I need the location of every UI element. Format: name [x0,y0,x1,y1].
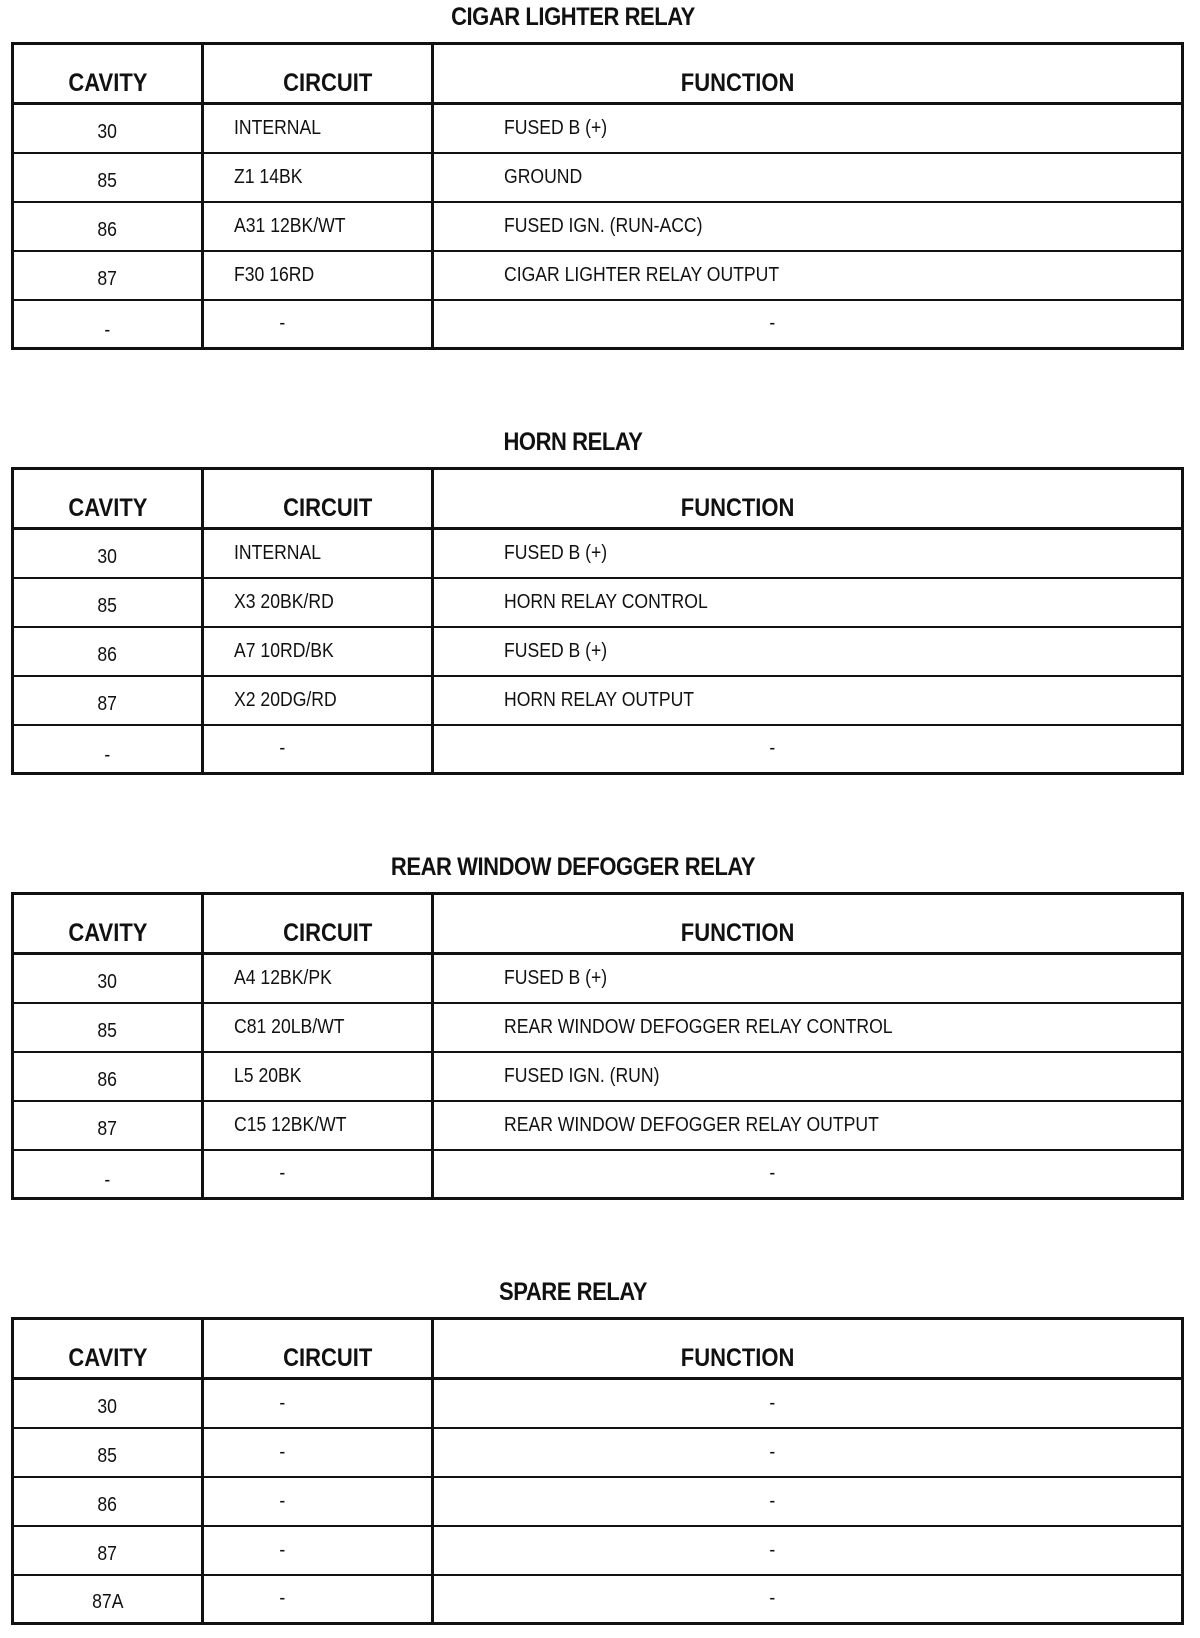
function-cell: - [433,1150,1183,1199]
cavity-cell: 87A [13,1575,203,1624]
relay-table [11,42,1184,350]
cavity-cell: 87 [13,1101,203,1150]
header-circuit: CIRCUIT [203,44,433,104]
table-row [13,676,1183,725]
function-cell: FUSED B (+) [433,627,1183,676]
header-cavity: CAVITY [13,894,203,954]
cavity-cell: 85 [13,153,203,202]
circuit-cell: - [203,1428,433,1477]
function-cell: HORN RELAY CONTROL [433,578,1183,627]
table-row [13,725,1183,774]
table-row [13,1052,1183,1101]
circuit-cell: A31 12BK/WT [203,202,433,251]
cavity-cell: 86 [13,1477,203,1526]
circuit-cell: C15 12BK/WT [203,1101,433,1150]
header-circuit: CIRCUIT [203,469,433,529]
header-cavity: CAVITY [13,44,203,104]
table-row [13,627,1183,676]
function-cell: - [433,1379,1183,1428]
table-row [13,1150,1183,1199]
circuit-cell: INTERNAL [203,529,433,578]
function-cell: REAR WINDOW DEFOGGER RELAY CONTROL [433,1003,1183,1052]
relay-table [11,892,1184,1200]
header-function: FUNCTION [433,1319,1183,1379]
cavity-cell: 30 [13,529,203,578]
function-cell: FUSED IGN. (RUN) [433,1052,1183,1101]
circuit-cell: - [203,1526,433,1575]
table-row [13,529,1183,578]
section-title: HORN RELAY [503,428,643,456]
header-function: FUNCTION [433,469,1183,529]
circuit-cell: - [203,1575,433,1624]
cavity-cell: 87 [13,1526,203,1575]
cavity-cell: - [13,725,203,774]
table-row [13,1575,1183,1624]
function-cell: - [433,1526,1183,1575]
cavity-cell: 87 [13,251,203,300]
table-row [13,1526,1183,1575]
table-row [13,153,1183,202]
section-title: REAR WINDOW DEFOGGER RELAY [390,853,756,881]
function-cell: FUSED B (+) [433,529,1183,578]
cavity-cell: - [13,1150,203,1199]
circuit-cell: X3 20BK/RD [203,578,433,627]
table-row [13,1428,1183,1477]
cavity-cell: 30 [13,104,203,153]
section-title: SPARE RELAY [498,1278,647,1306]
function-cell: FUSED IGN. (RUN-ACC) [433,202,1183,251]
cavity-cell: - [13,300,203,349]
circuit-cell: - [203,1379,433,1428]
cavity-cell: 87 [13,676,203,725]
function-cell: - [433,300,1183,349]
section-title: CIGAR LIGHTER RELAY [451,3,695,31]
table-row [13,202,1183,251]
table-row [13,1101,1183,1150]
cavity-cell: 85 [13,1003,203,1052]
table-row [13,954,1183,1003]
table-row [13,1477,1183,1526]
circuit-cell: F30 16RD [203,251,433,300]
function-cell: - [433,1575,1183,1624]
header-function: FUNCTION [433,894,1183,954]
function-cell: GROUND [433,153,1183,202]
function-cell: FUSED B (+) [433,954,1183,1003]
table-row [13,1379,1183,1428]
function-cell: REAR WINDOW DEFOGGER RELAY OUTPUT [433,1101,1183,1150]
header-circuit: CIRCUIT [203,1319,433,1379]
header-circuit: CIRCUIT [203,894,433,954]
cavity-cell: 86 [13,202,203,251]
circuit-cell: Z1 14BK [203,153,433,202]
table-header-row [13,894,1183,954]
circuit-cell: - [203,1477,433,1526]
function-cell: - [433,725,1183,774]
circuit-cell: - [203,725,433,774]
circuit-cell: A7 10RD/BK [203,627,433,676]
table-row [13,104,1183,153]
circuit-cell: - [203,1150,433,1199]
circuit-cell: L5 20BK [203,1052,433,1101]
circuit-cell: X2 20DG/RD [203,676,433,725]
function-cell: - [433,1428,1183,1477]
table-row [13,300,1183,349]
relay-table [11,1317,1184,1625]
table-header-row [13,469,1183,529]
circuit-cell: A4 12BK/PK [203,954,433,1003]
cavity-cell: 85 [13,1428,203,1477]
function-cell: FUSED B (+) [433,104,1183,153]
header-cavity: CAVITY [13,1319,203,1379]
table-row [13,1003,1183,1052]
cavity-cell: 30 [13,954,203,1003]
relay-table [11,467,1184,775]
function-cell: CIGAR LIGHTER RELAY OUTPUT [433,251,1183,300]
function-cell: - [433,1477,1183,1526]
table-row [13,578,1183,627]
table-row [13,251,1183,300]
table-header-row [13,44,1183,104]
circuit-cell: - [203,300,433,349]
function-cell: HORN RELAY OUTPUT [433,676,1183,725]
cavity-cell: 30 [13,1379,203,1428]
cavity-cell: 86 [13,627,203,676]
circuit-cell: INTERNAL [203,104,433,153]
cavity-cell: 85 [13,578,203,627]
table-header-row [13,1319,1183,1379]
header-cavity: CAVITY [13,469,203,529]
circuit-cell: C81 20LB/WT [203,1003,433,1052]
cavity-cell: 86 [13,1052,203,1101]
header-function: FUNCTION [433,44,1183,104]
